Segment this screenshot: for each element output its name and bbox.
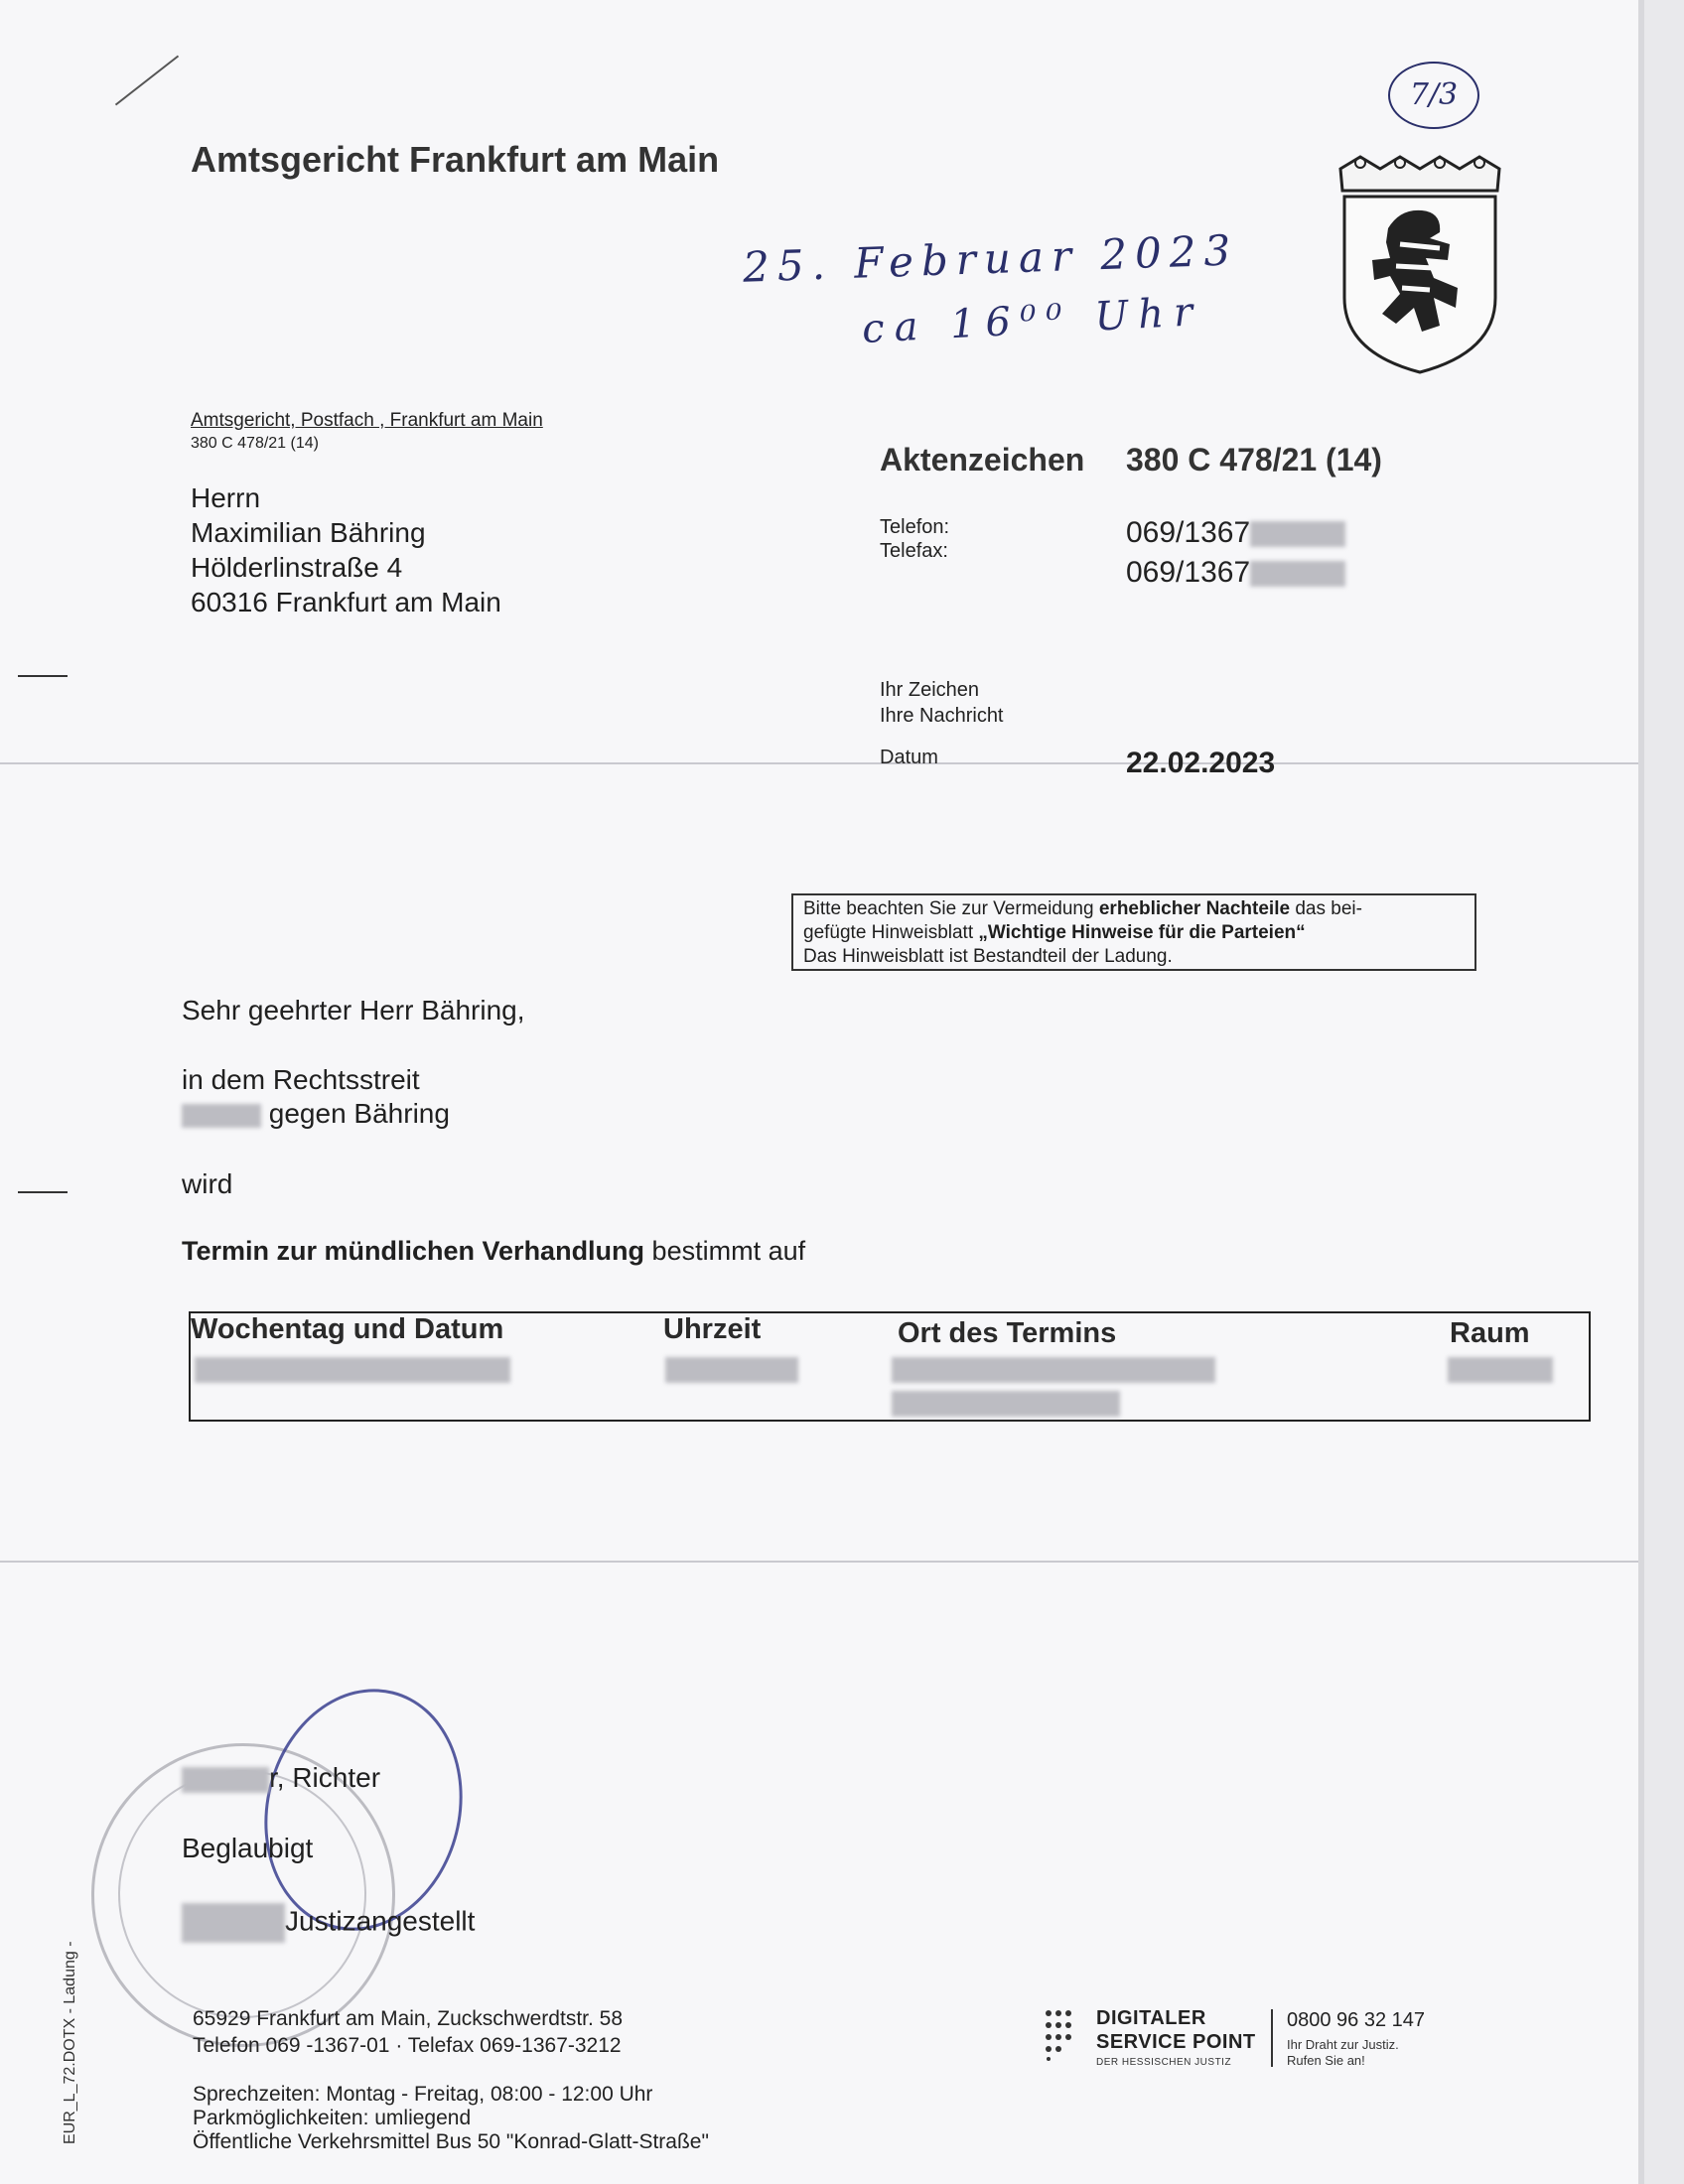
header-room: Raum (1450, 1317, 1530, 1349)
case-parties-text: gegen Bähring (268, 1098, 450, 1129)
sender-reference: 380 C 478/21 (14) (191, 435, 319, 452)
fax-value (1126, 556, 1345, 590)
redacted-block (182, 1104, 261, 1128)
header-time: Uhrzeit (663, 1313, 762, 1345)
redacted-block (182, 1903, 285, 1943)
recipient-salutation: Herrn (191, 482, 261, 513)
service-point-dots-icon (1045, 2009, 1074, 2061)
footer-address: 65929 Frankfurt am Main, Zuckschwerdtstr. 58 (193, 2007, 624, 2030)
pen-stroke (115, 56, 179, 106)
footer-hours: Sprechzeiten: Montag - Freitag, 08:00 - 12:00 Uhr (193, 2083, 653, 2106)
wird-text: wird (182, 1168, 233, 1199)
service-point-title-1: DIGITALER (1096, 2007, 1206, 2029)
phone-label: Telefon: (880, 516, 950, 538)
sender-return-address: Amtsgericht, Postfach , Frankfurt am Main (191, 410, 543, 431)
recipient-name: Maximilian Bähring (191, 517, 426, 548)
header-date: Wochentag und Datum (191, 1313, 504, 1345)
court-title: Amtsgericht Frankfurt am Main (191, 139, 720, 180)
clerk-title: Justizangestellt (285, 1905, 476, 1937)
service-point-divider (1271, 2009, 1273, 2067)
redacted-block (182, 1767, 269, 1793)
fold-mark (18, 675, 68, 677)
fold-mark (18, 1191, 68, 1193)
service-point-phone: 0800 96 32 147 (1287, 2009, 1426, 2031)
handwritten-page-number: 7/3 (1388, 62, 1479, 129)
certified-label: Beglaubigt (182, 1833, 314, 1863)
termin-line (182, 1236, 805, 1267)
recipient-city: 60316 Frankfurt am Main (191, 587, 501, 617)
redacted-location (892, 1391, 1120, 1417)
service-point-title-2: SERVICE POINT (1096, 2031, 1256, 2053)
footer-transit: Öffentliche Verkehrsmittel Bus 50 "Konrad-Glatt-Straße" (193, 2130, 709, 2153)
ihre-nachricht-label: Ihre Nachricht (880, 705, 1004, 727)
ihr-zeichen-label: Ihr Zeichen (880, 679, 980, 701)
notice-box (791, 893, 1476, 971)
service-point-title (1096, 2007, 1206, 2029)
appointment-table (189, 1311, 1591, 1422)
datum-value: 22.02.2023 (1126, 747, 1276, 779)
phone-value (1126, 516, 1345, 550)
header-location: Ort des Termins (898, 1317, 1117, 1349)
handwritten-date: 25. Februar 2023 (742, 225, 1239, 292)
case-intro: in dem Rechtsstreit (182, 1064, 420, 1095)
service-point-slogan (1287, 2037, 1399, 2069)
case-parties (182, 1098, 450, 1130)
form-id: EUR_L_72.DOTX - Ladung - (62, 1941, 78, 2144)
service-point-slogan-1: Ihr Draht zur Justiz. (1287, 2037, 1399, 2052)
termin-rest: bestimmt auf (644, 1236, 806, 1266)
greeting: Sehr geehrter Herr Bähring, (182, 995, 525, 1025)
notice-line-3: Das Hinweisblatt ist Bestandteil der Ladung. (803, 946, 1173, 967)
termin-bold: Termin zur mündlichen Verhandlung (182, 1236, 645, 1266)
footer-phone: Telefon 069 -1367-01 · Telefax 069-1367-3212 (193, 2034, 622, 2057)
fax-number: 069/1367 (1126, 556, 1251, 589)
hessen-coat-of-arms-icon (1331, 149, 1509, 377)
redacted-block (1250, 521, 1345, 547)
fold-line (0, 1561, 1638, 1563)
service-point-slogan-2: Rufen Sie an! (1287, 2053, 1365, 2068)
fax-label: Telefax: (880, 540, 948, 562)
judge-line (182, 1762, 380, 1794)
judge-title: r, Richter (269, 1762, 381, 1793)
redacted-time (665, 1357, 798, 1383)
service-point-subtitle: DER HESSISCHEN JUSTIZ (1096, 2057, 1232, 2068)
phone-number: 069/1367 (1126, 516, 1251, 549)
handwritten-time: ca 16⁰⁰ Uhr (861, 289, 1204, 352)
recipient-street: Hölderlinstraße 4 (191, 552, 403, 583)
aktenzeichen-label: Aktenzeichen (880, 442, 1085, 478)
datum-label: Datum (880, 747, 938, 768)
redacted-location (892, 1357, 1215, 1383)
redacted-date (195, 1357, 510, 1383)
footer-parking: Parkmöglichkeiten: umliegend (193, 2107, 472, 2129)
redacted-block (1250, 561, 1345, 587)
clerk-line (182, 1903, 475, 1943)
fold-line (0, 762, 1638, 764)
redacted-room (1448, 1357, 1553, 1383)
notice-line-1: Bitte beachten Sie zur Vermeidung erheblicher Nachteile das bei- (803, 898, 1362, 919)
aktenzeichen-value: 380 C 478/21 (14) (1126, 442, 1382, 478)
notice-line-2: gefügte Hinweisblatt „Wichtige Hinweise für die Parteien“ (803, 922, 1306, 943)
